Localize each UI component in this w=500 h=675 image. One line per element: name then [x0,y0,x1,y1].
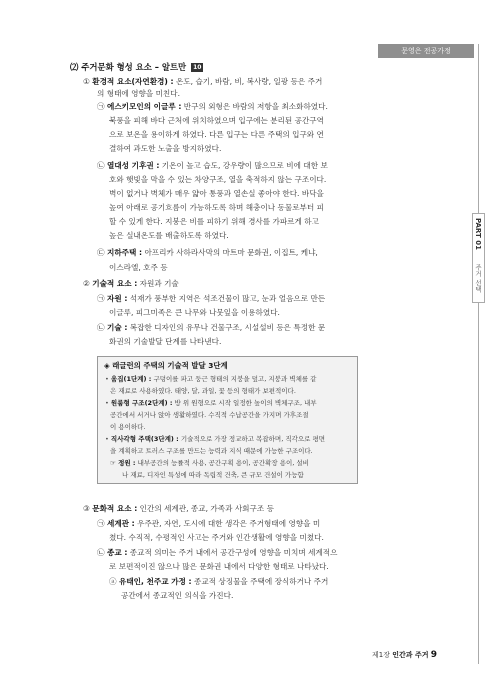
item-2a-line-2: 이글루, 피그미족은 큰 나무와 나뭇잎을 이용하였다. [109,308,280,317]
item-3a-text-1: 우주관, 자연, 도시에 대한 생각은 주거형태에 영향을 미 [137,519,321,528]
item-3b-a-text-1: 종교적 상징물을 주택에 장식하거나 주거 [193,577,329,586]
item-3-text-1: 인간의 세계관, 종교, 가족과 사회구조 등 [139,504,274,513]
item-1b-line-2: 호와 햇빛을 막을 수 있는 차양구조, 열을 축적하지 않는 구조이다. [109,175,327,184]
side-chapter-label: 주거 선택 [474,264,482,293]
side-chapter-tab [472,213,485,303]
box-item-3-sub-text-1: 내부공간의 능률적 사용, 공간구획 용이, 공간확장 용이, 설비 [137,459,309,467]
item-1a-head: 에스키모인의 이글루 : [107,102,182,111]
item-3b-a-num: ⓐ [109,577,117,586]
item-1a-line-4: 결하여 과도한 노출을 방지하였다. [109,144,222,153]
box-item-3-head: 직사각형 주택(3단계) : [110,435,179,443]
item-3b-num: ㉡ [97,548,105,557]
page-number: 9 [430,650,437,660]
side-part-label: PART 01 [474,218,482,250]
page-footer [372,650,437,661]
box-item-2-line-1 [105,398,317,409]
item-1-head: 환경적 요소(자연환경) : [92,77,174,86]
item-2a-text-1: 석재가 풍부한 지역은 석조건물이 많고, 눈과 얼음으로 만든 [129,294,326,303]
section-title-text: 주거문화 형성 요소 – 알트만 [81,62,187,72]
item-2b-line-1 [97,322,325,333]
section-title-number: ⑵ [70,62,79,72]
item-1b-line-6: 높은 실내온도를 배출하도록 하였다. [109,231,229,240]
item-2a-line-1 [97,293,325,304]
item-1b-num: ㉡ [97,161,105,170]
item-2b-line-2: 화권의 기술발달 단계를 나타낸다. [109,337,222,346]
footer-chapter: 제1장 [372,651,390,659]
item-1c-head: 지하주택 : [107,248,143,257]
box-item-2-text-1: 방 위 원형으로 시작 일정한 높이의 벽체구조, 내부 [174,399,317,407]
box-item-3-line-1 [105,434,325,445]
item-1a-line-2: 북풍을 피해 바다 근처에 위치하였으며 입구에는 분리된 공간구역 [109,116,324,125]
box-item-3-sub-head: ☞ 정원 : [110,459,136,467]
item-2b-head: 기술 : [107,323,128,332]
item-3b-line-1 [97,547,337,558]
box-item-2-line-2: 공간에서 서거나 앉아 생활하였다. 수직적 수납공간을 가지며 가후조절 [110,411,309,419]
box-item-2-line-3: 이 용이하다. [110,423,146,431]
item-1a-text-1: 반구의 외형은 바람의 저항을 최소화하였다. [183,102,328,111]
box-item-1-line-2: 은 재료로 사용하였다. 태양, 달, 과일, 꽃 등의 형태가 보편적이다. [110,387,296,395]
item-1b-line-5: 할 수 있게 한다. 지붕은 비를 피하기 위해 경사를 가파르게 하고 [109,217,319,226]
item-1c-num: ㉢ [97,248,105,257]
item-1b-line-3: 벽이 없거나 벽체가 매우 얇아 통풍과 열손실 좋아야 한다. 바닥을 [109,189,324,198]
item-1-line-2: 의 형태에 영향을 미친다. [97,89,181,98]
item-3a-head: 세계관 : [107,519,135,528]
item-3b-head: 종교 : [107,548,128,557]
item-2b-num: ㉡ [97,323,105,332]
item-1c-line-2: 이스라엘, 호주 등 [109,263,168,272]
right-rule [478,44,479,664]
item-3a-line-2: 쳤다. 수직적, 수평적인 사고는 주거와 인간생활에 영향을 미쳤다. [109,533,324,542]
box-item-3-sub-line-1 [110,458,309,469]
item-3b-a-line-2: 공간에서 종교적인 의식을 가진다. [121,591,234,600]
header-tab [378,44,474,58]
item-1a-line-1 [97,101,328,112]
item-3b-a-head: 유태인, 천주교 가정 : [119,577,192,586]
item-1b-text-1: 기온이 높고 습도, 강우량이 많으므로 비에 대한 보 [161,161,328,170]
item-1a-line-3: 으로 보온을 용이하게 하였다. 다른 입구는 다른 주택의 입구와 연 [109,130,324,139]
item-3b-a-line-1 [109,576,328,587]
item-3a-line-1 [97,518,320,529]
item-1-line-1 [83,76,322,87]
item-2b-text-1: 복잡한 디자인의 유무나 건물구조, 시설설비 등은 특정한 문 [129,323,326,332]
item-3-head: 문화적 요소 : [92,504,138,513]
item-1b-line-1 [97,160,328,171]
box-item-2-head: 원룸형 구조(2단계) : [110,399,173,407]
item-1c-line-1 [97,247,318,258]
item-1-text-1: 온도, 습기, 바람, 비, 복사량, 일광 등은 주거 [175,77,323,86]
box-item-1-text-1: 구덩이를 파고 둥근 형태의 지붕을 덮고, 지붕과 벽체를 같 [153,375,317,383]
item-3-num: ③ [83,504,90,513]
item-2-head: 기술적 요소 : [92,279,138,288]
item-3-line-1 [83,503,274,514]
section-title [70,62,203,73]
item-2a-head: 자원 : [107,294,128,303]
box-item-3-bullet: • [105,435,109,443]
footer-title: 인간과 주거 [392,651,429,659]
item-1-num: ① [83,77,90,86]
box-item-3-line-2: 을 계획하고 트러스 구조를 만드는 능력과 지식 때문에 가능한 구조이다. [110,447,313,455]
box-item-1-head: 움집(1단계) : [110,375,152,383]
item-3a-num: ㉠ [97,519,105,528]
item-1b-line-4: 높여 아래로 공기흐름이 가능하도록 하며 해충이나 동물로부터 피 [109,203,324,212]
box-item-1-bullet: • [105,375,109,383]
item-2-num: ② [83,279,90,288]
item-1b-head: 열대성 기후권 : [107,161,160,170]
item-2a-num: ㉠ [97,294,105,303]
box-item-3-text-1: 기술적으로 가장 정교하고 복잡하며, 직각으로 평면 [180,435,326,443]
item-1c-text-1: 아프리카 사하라사막의 마트마 문화권, 이집트, 케냐, [144,248,318,257]
item-2-line-1 [83,278,179,289]
item-3b-text-1: 종교적 의미는 주거 내에서 공간구성에 영향을 미치며 세계적으 [129,548,338,557]
item-1a-num: ㉠ [97,102,105,111]
item-2-text-1: 자원과 기술 [139,279,179,288]
box-item-1-line-1 [105,374,316,385]
box-item-2-bullet: • [105,399,109,407]
box-item-3-sub-line-2: 나 재료, 디자인 특성에 따라 독립적 건축, 큰 규모 건설이 가능함 [122,471,304,479]
section-title-badge: 10 [193,64,202,71]
header-tab-label: 문영은 전공가정 [401,47,451,55]
info-box-title: ◈ 래글런의 주택의 기술적 발달 3단계 [104,361,228,370]
item-3b-line-2: 로 보편적이진 않으나 많은 문화권 내에서 다양한 형태로 나타났다. [109,562,329,571]
